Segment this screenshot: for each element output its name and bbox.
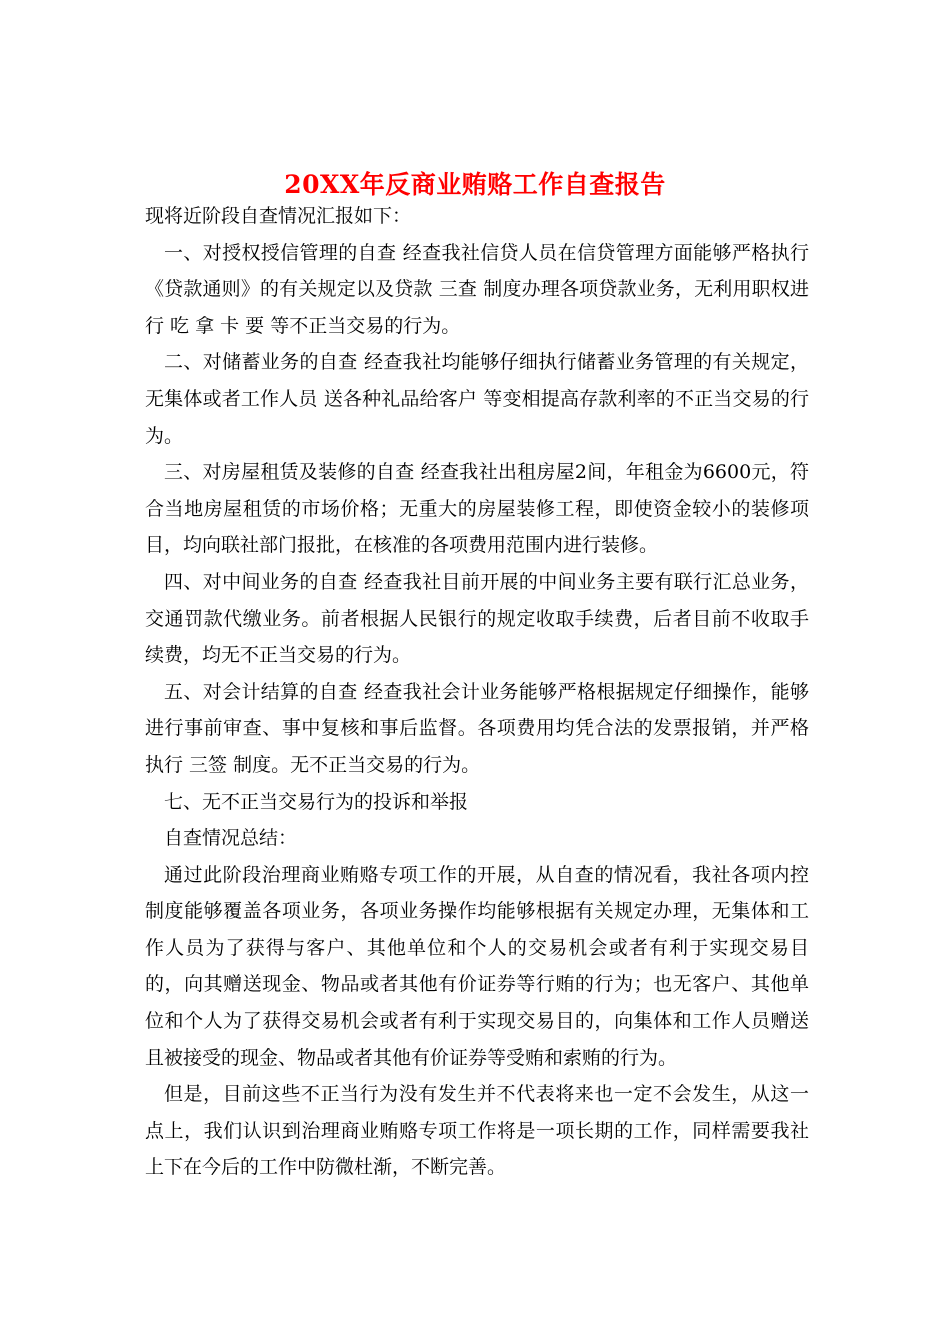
section-credit-paragraph: 一、对授权授信管理的自查 经查我社信贷人员在信贷管理方面能够严格执行《贷款通则》的有关规定以及贷款 三查 制度办理各项贷款业务，无利用职权进行 吃 拿 卡 要 等不正当交易的行为。	[145, 241, 809, 337]
section-complaints-paragraph: 七、无不正当交易行为的投诉和举报	[164, 790, 469, 813]
summary-paragraph: 通过此阶段治理商业贿赂专项工作的开展，从自查的情况看，我社各项内控制度能够覆盖各项业务，各项业务操作均能够根据有关规定办理，无集体和工作人员为了获得与客户、其他单位和个人的交易机会或者有利于实现交易目的，向其赠送现金、物品或者其他有价证券等行贿的行为；也无客户、其他单位和个人为了获得交易机会或者有利于实现交易目的，向集体和工作人员赠送且被接受的现金、物品或者其他有价证券等受贿和索贿的行为。	[145, 863, 809, 1069]
section-accounting-paragraph: 五、对会计结算的自查 经查我社会计业务能够严格根据规定仔细操作，能够进行事前审查、事中复核和事后监督。各项费用均凭合法的发票报销，并严格执行 三签 制度。无不正当交易的行为。	[145, 680, 809, 776]
section-rental-paragraph: 三、对房屋租赁及装修的自查 经查我社出租房屋2间，年租金为6600元，符合当地房屋租赁的市场价格；无重大的房屋装修工程，即使资金较小的装修项目，均向联社部门报批，在核准的各项费用范围内进行装修。	[145, 461, 809, 557]
section-savings-paragraph: 二、对储蓄业务的自查 经查我社均能够仔细执行储蓄业务管理的有关规定，无集体或者工作人员 送各种礼品给客户 等变相提高存款利率的不正当交易的行为。	[145, 351, 809, 447]
summary-heading: 自查情况总结：	[164, 827, 298, 850]
document-body	[145, 198, 809, 1186]
document-title: 20XX年反商业贿赂工作自查报告	[284, 169, 666, 199]
conclusion-paragraph: 但是，目前这些不正当行为没有发生并不代表将来也一定不会发生，从这一点上，我们认识到治理商业贿赂专项工作将是一项长期的工作，同样需要我社上下在今后的工作中防微杜渐，不断完善。	[145, 1083, 809, 1179]
intro-paragraph: 现将近阶段自查情况汇报如下：	[145, 205, 412, 227]
section-intermediary-paragraph: 四、对中间业务的自查 经查我社目前开展的中间业务主要有联行汇总业务，交通罚款代缴业务。前者根据人民银行的规定收取手续费，后者目前不收取手续费，均无不正当交易的行为。	[145, 570, 809, 667]
